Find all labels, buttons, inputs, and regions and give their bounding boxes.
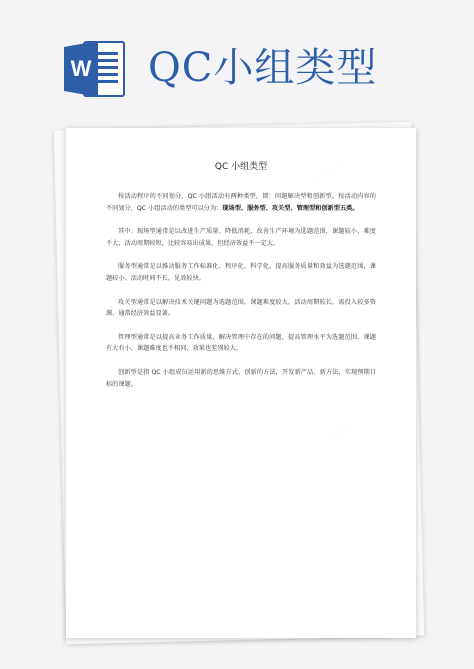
document-title: QC 小组类型: [214, 162, 268, 172]
document-paragraph: 创新型是指 QC 小组成员运用新的思维方式、创新的方法，开发新产品、新方法，实现预期目标的课题。: [106, 368, 376, 388]
word-icon: [62, 38, 128, 100]
header: [0, 0, 474, 120]
word-icon-letter: W: [70, 56, 92, 81]
document-paragraph: 攻关型通常是以解决技术关键问题为选题范围，课题难度较大，活动周期较长，需投入较多资源，通常经济效益显著。: [106, 298, 376, 318]
paragraph-bold-text: 现场型、服务型、攻关型、管理型和创新型五类。: [222, 204, 359, 212]
document-paragraph: 服务型通常是以推动服务工作标准化、程序化、科学化，提高服务质量和效益为选题范围，课题较小、活动时间不长，见效较快。: [106, 263, 376, 282]
document-page: [66, 128, 416, 638]
document-paragraph: 其中：现场型通常是以改进生产质量、降低消耗、改善生产环境为选题范围，课题较小、难度不大，活动周期较短，比较容易出成果，但经济效益不一定大。: [106, 228, 376, 247]
document-paragraph: 管理型通常是以提高业务工作质量、解决管理中存在的问题、提高管理水平为选题范围，课题有大有小，课题难度也不相同，效果也差别较大。: [106, 333, 376, 353]
document-paragraph: [106, 191, 376, 214]
watermark: · · · · · · ·: [325, 421, 355, 443]
watermark: · · · · · · ·: [315, 161, 345, 183]
paragraph-text: 按活动程序的不同划分，QC 小组活动有两种类型，即：问题解决型和创新型。按活动内容的不同划分，QC 小组活动的类型可以分为：: [106, 193, 376, 212]
page-title: QC小组类型: [148, 45, 378, 91]
